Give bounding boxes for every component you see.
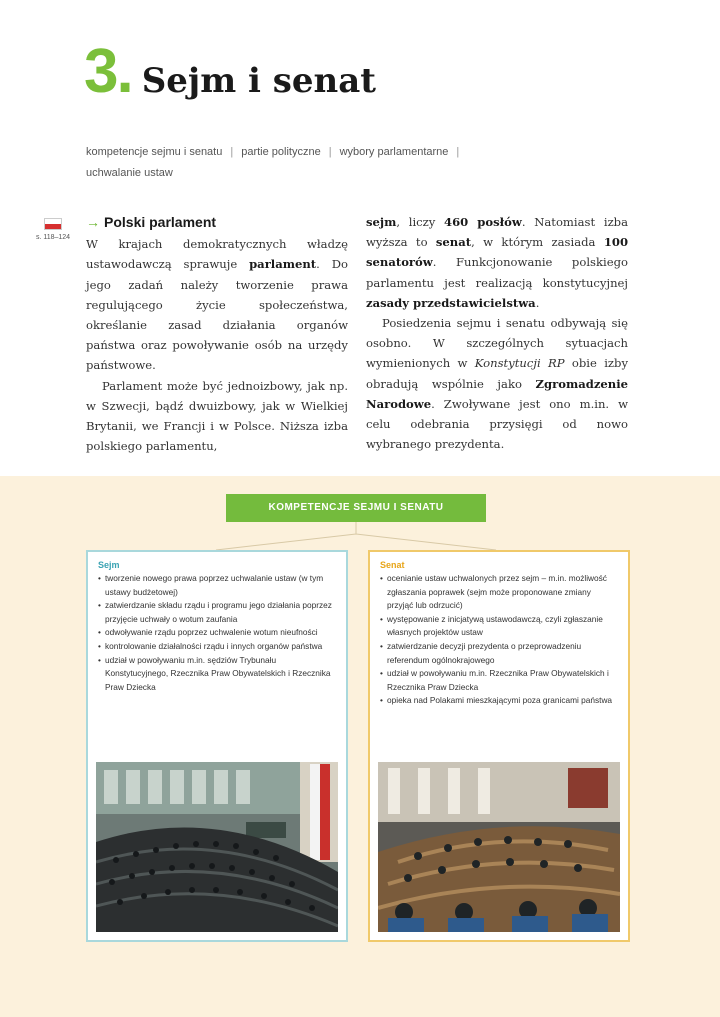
sejm-competences — [98, 572, 336, 694]
paragraph: Parlament może być jednoizbowy, jak np. w Szwecji, bądź dwuizbowy, jak w Wielkiej Brytanii, we Francji i w Polsce. Niższa izba polskiego parlamentu, — [86, 378, 348, 454]
section-heading-text: Polski parlament — [104, 214, 217, 230]
text-column-right — [366, 212, 628, 454]
list-item: • zatwierdzanie decyzji prezydenta o przeprowadzeniu referendum ogólnokrajowego — [380, 640, 618, 667]
keyword: wybory parlamentarne — [339, 146, 449, 158]
section-heading — [86, 212, 348, 232]
list-item: • udział w powoływaniu m.in. sędziów Trybunału Konstytucyjnego, Rzecznika Praw Obywatelskich i Rzecznika Praw Dziecka — [98, 654, 336, 695]
list-item: • kontrolowanie działalności rządu i innych organów państwa — [98, 640, 336, 654]
keyword: uchwalanie ustaw — [86, 167, 173, 179]
senat-box — [368, 550, 630, 942]
list-item: • udział w powoływaniu m.in. Rzecznika Praw Obywatelskich i Rzecznika Praw Dziecka — [380, 667, 618, 694]
keyword-list — [86, 142, 566, 184]
paragraph: W krajach demokratycznych władzę ustawodawczą sprawuje parlament. Do jego zadań należy tworzenie prawa regulującego życie społeczeństwa, określanie zasad działania organów państwa oraz powoływanie osób na urzędy państwowe. — [86, 237, 348, 373]
list-item: • występowanie z inicjatywą ustawodawczą, czyli zgłaszanie własnych projektów ustaw — [380, 613, 618, 640]
keyword-separator: | — [230, 146, 234, 158]
list-item: • opieka nad Polakami mieszkającymi poza granicami państwa — [380, 694, 618, 708]
list-item: • odwoływanie rządu poprzez uchwalenie wotum nieufności — [98, 626, 336, 640]
chapter-heading — [84, 36, 376, 107]
keyword: partie polityczne — [241, 146, 321, 158]
margin-reference — [28, 218, 78, 241]
chapter-title: Sejm i senat — [141, 61, 376, 101]
keyword-separator: | — [456, 146, 460, 158]
senat-chamber-photo — [378, 762, 620, 932]
senat-label: Senat — [380, 560, 405, 570]
list-item: • ocenianie ustaw uchwalonych przez sejm – m.in. możliwość zgłaszania poprawek (sejm może proponowane zmiany przyjąć lub odrzucić) — [380, 572, 618, 613]
page-reference: s. 118–124 — [35, 234, 71, 241]
list-item: • zatwierdzanie składu rządu i programu jego działania poprzez przyjęcie uchwały o wotum zaufania — [98, 599, 336, 626]
sejm-box — [86, 550, 348, 942]
list-item: • tworzenie nowego prawa poprzez uchwalanie ustaw (w tym ustawy budżetowej) — [98, 572, 336, 599]
polish-flag-icon — [44, 218, 62, 230]
chapter-number: 3. — [84, 37, 132, 106]
text-column-left — [86, 212, 348, 456]
sejm-label: Sejm — [98, 560, 120, 570]
sejm-chamber-photo — [96, 762, 338, 932]
diagram-title: KOMPETENCJE SEJMU I SENATU — [226, 494, 486, 522]
paragraph: sejm, liczy 460 posłów. Natomiast izba wyższa to senat, w którym zasiada 100 senatorów. Funkcjonowanie polskiego parlamentu jest realizacją konstytucyjnej zasady przedstawicielstwa. — [366, 215, 629, 310]
arrow-icon: → — [86, 214, 100, 230]
keyword-separator: | — [328, 146, 332, 158]
senat-competences — [380, 572, 618, 708]
paragraph: Posiedzenia sejmu i senatu odbywają się osobno. W szczególnych sytuacjach wymienionych w Konstytucji RP obie izby obradują wspólnie jako Zgromadzenie Narodowe. Zwoływane jest ono m.in. w celu odebrania przysięgi od nowo wybranego prezydenta. — [366, 316, 628, 452]
keyword: kompetencje sejmu i senatu — [86, 146, 223, 158]
